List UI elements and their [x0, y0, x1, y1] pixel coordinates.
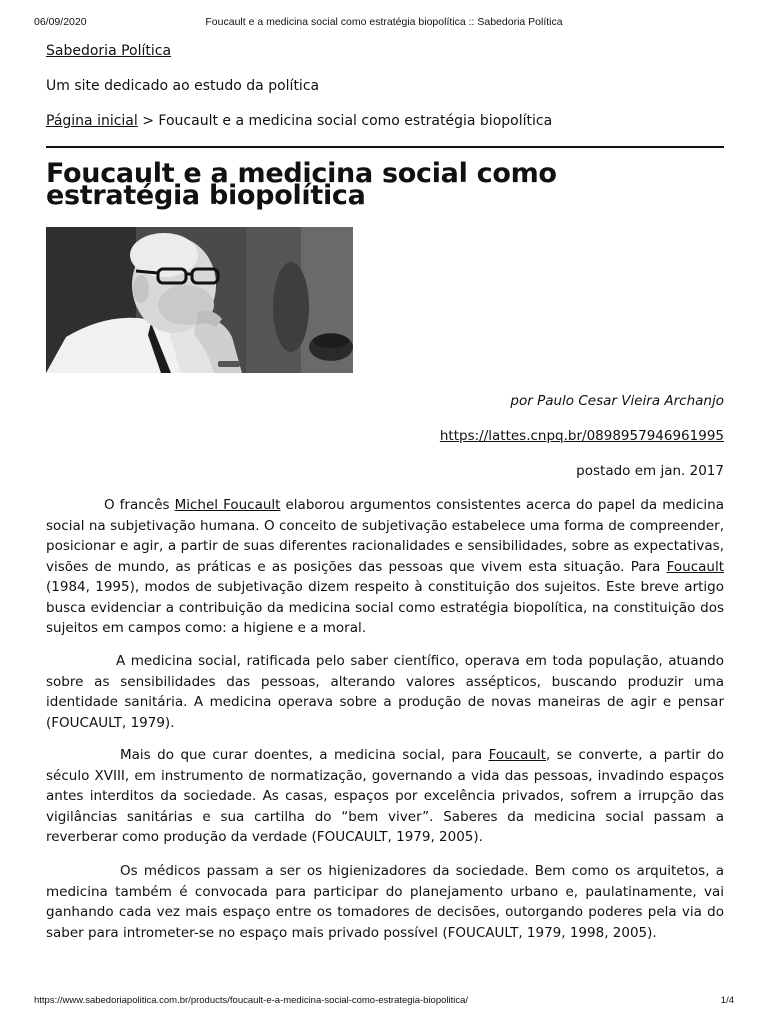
foucault-link-2[interactable]: Foucault: [488, 747, 546, 763]
breadcrumb-separator: >: [137, 113, 159, 129]
breadcrumb: [46, 113, 552, 129]
print-footer: [34, 995, 734, 1009]
site-tagline: Um site dedicado ao estudo da política: [46, 78, 320, 94]
lattes-link[interactable]: https://lattes.cnpq.br/0898957946961995: [439, 428, 724, 444]
print-page-title: Foucault e a medicina social como estratégia biopolítica :: Sabedoria Política: [205, 16, 563, 28]
print-date: 06/09/2020: [34, 16, 87, 28]
paragraph-1: [46, 495, 724, 639]
posted-date: postado em jan. 2017: [576, 463, 724, 479]
header-divider: [46, 146, 724, 148]
breadcrumb-current: Foucault e a medicina social como estratégia biopolítica: [158, 113, 553, 129]
paragraph-1-text-c: (1984, 1995), modos de subjetivação dizem respeito à constituição dos sujeitos. Este breve artigo busca evidenciar a contribuição da medicina social como estratégia biopolítica, na constituição dos sujeitos em campos como: a higiene e a moral.: [46, 579, 724, 636]
site-name-link[interactable]: Sabedoria Política: [46, 43, 172, 59]
paragraph-3-text-b: , se converte, a partir do século XVIII, em instrumento de normatização, governando a vida das pessoas, invadindo espaços antes interditos da sociedade. As casas, espaços por excelência privados, sofrem a irrupção das vigilâncias sanitárias e sua cartilha do “bem viver”. Saberes da medicina social passam a reverberar como produção da verdade (FOUCAULT, 1979, 2005).: [46, 747, 724, 845]
paragraph-3: [46, 745, 724, 848]
paragraph-1-text-a: O francês: [104, 497, 175, 513]
print-url: https://www.sabedoriapolitica.com.br/products/foucault-e-a-medicina-social-como-estrategia-biopolitica/: [34, 995, 469, 1006]
article-title: Foucault e a medicina social como estratégia biopolítica: [46, 158, 557, 211]
paragraph-1-text-b: elaborou argumentos consistentes acerca do papel da medicina social na subjetivação humana. O conceito de subjetivação estabelece uma forma de compreender, posicionar e agir, a partir de suas diferentes racionalidades e sensibilidades, sobre as expectativas, visões de mundo, as práticas e as posições das pessoas que vivem esta situação. Para: [46, 497, 724, 575]
foucault-link-1[interactable]: Foucault: [666, 558, 724, 575]
paragraph-3-text-a: Mais do que curar doentes, a medicina social, para: [120, 747, 489, 763]
article-author: por Paulo Cesar Vieira Archanjo: [510, 393, 724, 409]
paragraph-4: Os médicos passam a ser os higienizadores da sociedade. Bem como os arquitetos, a medicina também é convocada para participar do planejamento urbano e, paulatinamente, vai ganhando cada vez mais espaço entre os tomadores de decisões, outorgando poderes pela via do saber para intrometer-se no espaço mais privado possível (FOUCAULT, 1979, 1998, 2005).: [46, 863, 724, 941]
paragraph-2: A medicina social, ratificada pelo saber científico, operava em toda população, atuando sobre as sensibilidades das pessoas, alterando valores assépticos, buscando produzir uma identidade sanitária. A medicina operava sobre a produção de novas maneiras de agir e pensar (FOUCAULT, 1979).: [46, 653, 724, 731]
page-number: 1/4: [720, 995, 734, 1006]
print-header: [34, 16, 734, 30]
michel-foucault-link[interactable]: Michel Foucault: [174, 497, 281, 513]
article-photo: [46, 227, 353, 373]
breadcrumb-home-link[interactable]: Página inicial: [46, 113, 138, 129]
lattes-line: [46, 428, 724, 444]
